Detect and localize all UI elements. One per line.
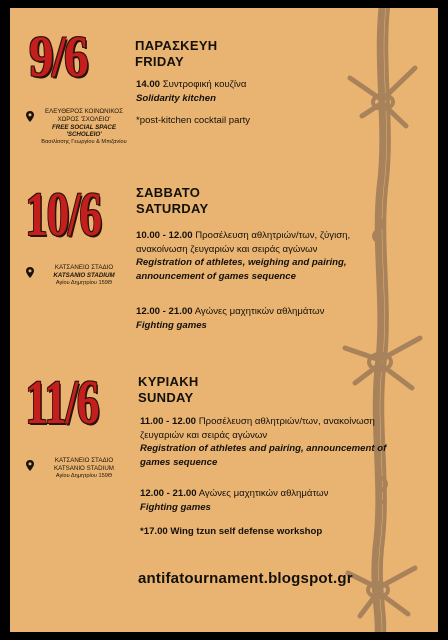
- event-item: [136, 114, 366, 128]
- day-name-english: SUNDAY: [138, 390, 194, 405]
- event-item: [140, 415, 410, 469]
- day-name-english: FRIDAY: [135, 54, 184, 69]
- day-name-greek: ΣΑΒΒΑΤΟ: [136, 185, 201, 200]
- location-day3: [30, 457, 138, 479]
- event-text-english: Solidarity kitchen: [136, 92, 216, 104]
- location-line: FREE SOCIAL SPACE: [51, 123, 117, 131]
- event-item: [136, 78, 366, 105]
- website-link[interactable]: antifatournament.blogspot.gr: [138, 570, 353, 587]
- location-line: ΚΑΤΣΑΝΕΙΟ ΣΤΑΔΙΟ: [54, 457, 114, 464]
- day-heading: [136, 185, 208, 217]
- day-heading: [135, 38, 218, 70]
- event-item: [140, 525, 410, 539]
- location-day2: [30, 264, 138, 286]
- event-text-english: Fighting games: [136, 319, 207, 331]
- event-text-greek: Προσέλευση αθλητριών/των, ανακοίνωση ζευγαριών και σειράς αγώνων: [140, 416, 375, 441]
- event-text-english: Registration of athletes and pairing, announcement of games sequence: [140, 443, 387, 468]
- location-address: Βασιλίσσης Γεωργίου & Μπιζανίου: [41, 139, 127, 145]
- event-time: 12.00 - 21.00: [136, 306, 193, 317]
- event-text-greek: Συντροφική κουζίνα: [162, 79, 247, 90]
- date-day3: 11/6: [25, 369, 99, 437]
- location-day1: [30, 108, 138, 146]
- event-text-greek: *post-kitchen cocktail party: [136, 115, 251, 126]
- event-text-greek: *17.00 Wing tzun self defense workshop: [140, 526, 323, 537]
- day-name-greek: ΠΑΡΑΣΚΕΥΗ: [135, 38, 218, 53]
- poster: [10, 8, 438, 632]
- event-text-english: Registration of athletes, weighing and pairing, announcement of games sequence: [136, 257, 347, 282]
- date-day1: 9/6: [29, 24, 87, 89]
- location-line: ΚΑΤΣΑΝΕΙΟ ΣΤΑΔΙΟ: [54, 264, 114, 271]
- date-day2: 10/6: [25, 181, 101, 249]
- location-pin-icon: [26, 460, 34, 471]
- event-time: 11.00 - 12.00: [140, 416, 197, 427]
- event-text-greek: Προσέλευση αθλητριών/των, ζύγιση, ανακοίνωση ζευγαριών και σειράς αγώνων: [136, 230, 351, 255]
- event-item: [136, 229, 364, 283]
- location-address: Αγίου Δημητρίου 159Θ: [55, 472, 113, 479]
- event-text-greek: Αγώνες μαχητικών αθλημάτων: [194, 306, 325, 317]
- location-line: ΧΩΡΟΣ 'ΣΧΟΛΕΙΟ': [57, 115, 111, 123]
- event-item: [136, 305, 364, 332]
- location-line: 'SCHOLEIO': [66, 131, 102, 139]
- day-name-english: SATURDAY: [136, 201, 209, 216]
- location-line: ΕΛΕΥΘΕΡΟΣ ΚΟΙΝΩΝΙΚΟΣ: [45, 108, 123, 115]
- location-line: KATSANIO STADIUM: [54, 464, 114, 472]
- location-address: Αγίου Δημητρίου 159Θ: [55, 279, 113, 286]
- event-time: 12.00 - 21.00: [140, 488, 197, 499]
- event-text-english: Fighting games: [140, 501, 211, 513]
- event-time: 10.00 - 12.00: [136, 230, 193, 241]
- event-item: [140, 487, 410, 514]
- location-line: KATSANIO STADIUM: [53, 271, 115, 279]
- event-time: 14.00: [136, 79, 161, 90]
- day-name-greek: ΚΥΡΙΑΚΗ: [138, 374, 199, 389]
- location-pin-icon: [26, 111, 34, 122]
- day-heading: [138, 374, 199, 406]
- event-text-greek: Αγώνες μαχητικών αθλημάτων: [198, 488, 329, 499]
- location-pin-icon: [26, 267, 34, 278]
